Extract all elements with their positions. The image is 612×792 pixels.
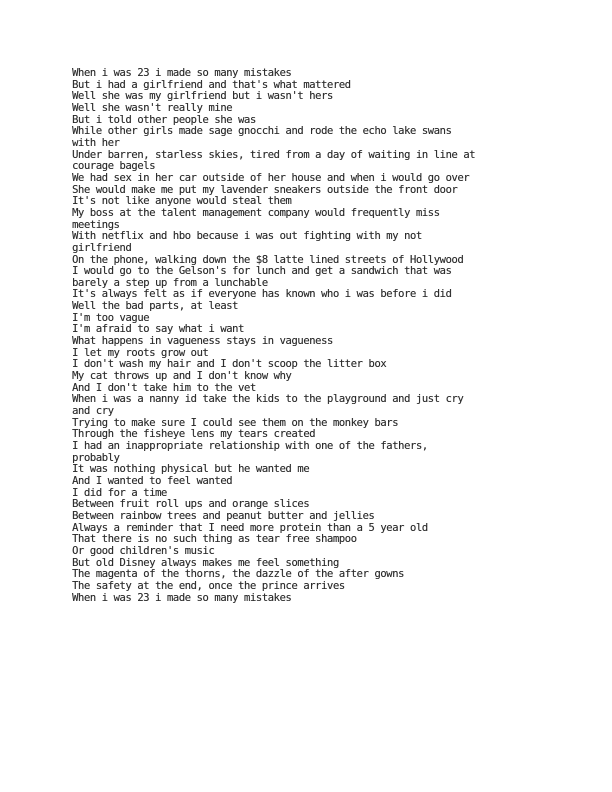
poem-line: I'm afraid to say what i want: [72, 323, 244, 336]
poem-line: Between fruit roll ups and orange slices: [72, 498, 310, 511]
poem-line: While other girls made sage gnocchi and rode the echo lake swans: [72, 125, 452, 138]
poem-line: My boss at the talent management company would frequently miss: [72, 206, 440, 219]
poem-line: meetings: [72, 218, 120, 231]
poem-line: It's always felt as if everyone has known who i was before i did: [72, 288, 452, 301]
poem-line: and cry: [72, 405, 114, 418]
poem-line: Well she was my girlfriend but i wasn't hers: [72, 90, 333, 103]
poem-text-block: [72, 68, 552, 604]
poem-line: Well the bad parts, at least: [72, 300, 238, 313]
poem-line: And I don't take him to the vet: [72, 381, 256, 394]
poem-line: My cat throws up and I don't know why: [72, 370, 292, 383]
poem-line: With netflix and hbo because i was out fighting with my not: [72, 230, 422, 243]
poem-line: probably: [72, 451, 120, 464]
poem-line: But old Disney always makes me feel something: [72, 556, 339, 569]
poem-line: barely a step up from a lunchable: [72, 276, 268, 289]
poem-line: girlfriend: [72, 241, 132, 254]
poem-line: I had an inappropriate relationship with one of the fathers,: [72, 440, 428, 452]
poem-line: But i had a girlfriend and that's what mattered: [72, 78, 351, 91]
poem-line: Between rainbow trees and peanut butter and jellies: [72, 509, 375, 522]
poem-line: What happens in vagueness stays in vagueness: [72, 335, 333, 348]
poem-line: I don't wash my hair and I don't scoop the litter box: [72, 358, 387, 371]
poem-line: It was nothing physical but he wanted me: [72, 463, 310, 476]
poem-line: It's not like anyone would steal them: [72, 195, 292, 208]
poem-line: with her: [72, 136, 120, 149]
poem-line: When i was 23 i made so many mistakes: [72, 591, 292, 604]
poem-line: When i was a nanny id take the kids to the playground and just cry: [72, 393, 464, 406]
poem-line: Always a reminder that I need more protein than a 5 year old: [72, 521, 428, 534]
poem-line: That there is no such thing as tear free shampoo: [72, 533, 357, 546]
poem-line: I let my roots grow out: [72, 346, 209, 359]
poem-line: On the phone, walking down the $8 latte lined streets of Hollywood: [72, 253, 464, 266]
poem-line: But i told other people she was: [72, 113, 256, 126]
poem-line: Through the fisheye lens my tears created: [72, 428, 316, 441]
poem-line: When i was 23 i made so many mistakes: [72, 67, 292, 79]
poem-line: She would make me put my lavender sneakers outside the front door: [72, 183, 458, 196]
poem-line: I would go to the Gelson's for lunch and get a sandwich that was: [72, 265, 452, 278]
poem-line: Or good children's music: [72, 544, 215, 557]
poem-line: The safety at the end, once the prince arrives: [72, 579, 345, 592]
poem-line: courage bagels: [72, 160, 155, 173]
poem-line: And I wanted to feel wanted: [72, 474, 233, 487]
poem-line: The magenta of the thorns, the dazzle of the after gowns: [72, 568, 404, 581]
poem-line: I did for a time: [72, 486, 167, 499]
poem-line: I'm too vague: [72, 311, 150, 324]
poem-line: Well she wasn't really mine: [72, 101, 233, 114]
poem-line: We had sex in her car outside of her house and when i would go over: [72, 171, 470, 184]
poem-line: Trying to make sure I could see them on the monkey bars: [72, 416, 399, 429]
poem-line: Under barren, starless skies, tired from a day of waiting in line at: [72, 148, 476, 161]
